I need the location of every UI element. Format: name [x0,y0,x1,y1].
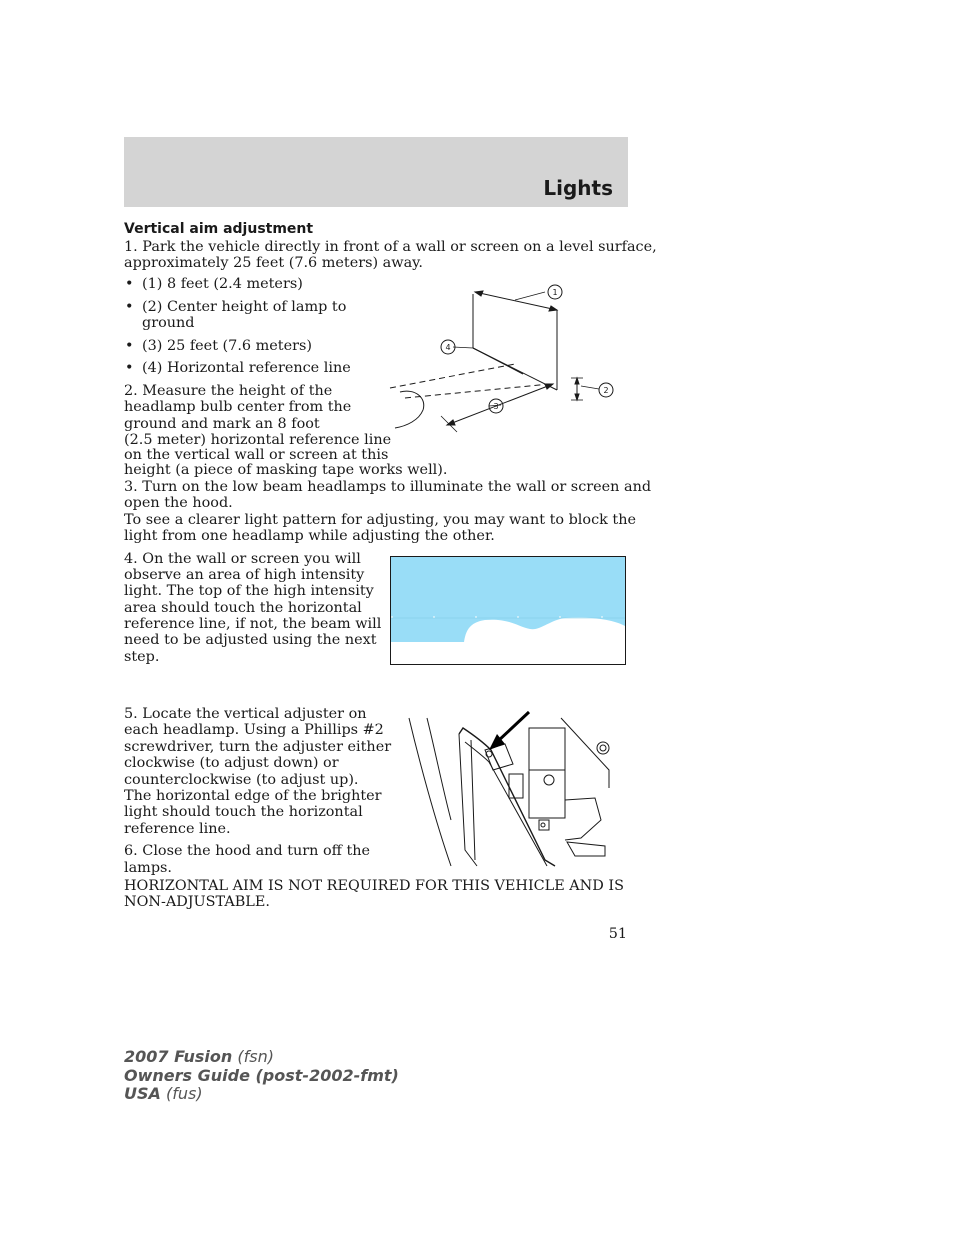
bolt-center [600,745,606,751]
bolt-icon [597,742,609,754]
lens-line [471,740,475,860]
pointer-arrow-shaft [497,712,529,742]
reference-line [473,348,523,374]
footer-model-code: (fsn) [237,1047,274,1066]
step-5-line: The horizontal edge of the brighter [124,788,382,804]
callout-label-2: 2 [603,386,609,395]
leader-line [515,292,545,300]
footer-line-model [124,1048,399,1067]
bullet-continuation: ground [142,315,195,331]
bracket [565,798,601,840]
aiming-distance-diagram [385,280,625,440]
footer-line-guide [124,1067,399,1086]
light-ray-dashed [390,364,515,388]
headlamp-adjuster-illustration [405,710,611,870]
step-4-line: 4. On the wall or screen you will [124,551,361,567]
arrowhead [475,291,483,296]
beam-pattern-illustration [390,556,626,665]
fender-curve [409,718,451,866]
bullet-text: (2) Center height of lamp to [142,299,347,315]
radiator-support [529,728,565,818]
step-6-line: 6. Close the hood and turn off the [124,843,371,859]
step-5-line: reference line. [124,821,231,837]
subsection-heading: Vertical aim adjustment [124,221,314,237]
dimension-8ft-line [475,292,557,310]
footer-line-region [124,1085,399,1104]
bullet-dot: • [125,276,134,292]
step-4-line: observe an area of high intensity [124,567,365,583]
bullet-dot: • [125,338,134,354]
bullet-dot: • [125,299,134,315]
step-2-line: height (a piece of masking tape works well). [124,462,448,478]
step-4-line: reference line, if not, the beam will [124,616,382,632]
section-title: Lights [543,176,613,200]
callout-label-3: 3 [493,402,499,411]
headlamp-inner-edge [465,742,547,866]
leader-line [581,386,599,389]
step-5-line: clockwise (to adjust down) or [124,755,339,771]
arrowhead [447,420,455,425]
footer-region-code: (fus) [166,1084,203,1103]
latch-bracket [567,842,605,856]
step-2-line: 2. Measure the height of the [124,383,333,399]
step-1-line-1: 1. Park the vehicle directly in front of a wall or screen on a level surface, [124,239,657,255]
page-number: 51 [608,926,627,942]
connector [509,774,523,798]
step-2-line: on the vertical wall or screen at this [124,447,389,463]
footer-model: 2007 Fusion [124,1047,233,1066]
bullet-text: (4) Horizontal reference line [142,360,351,376]
step-4-line: step. [124,649,160,665]
horizontal-aim-note: NON-ADJUSTABLE. [124,894,270,910]
step-5-line: counterclockwise (to adjust up). [124,772,359,788]
tip-line: light from one headlamp while adjusting the other. [124,528,495,544]
step-6-line: lamps. [124,860,172,876]
bullet-dot: • [125,360,134,376]
bullet-text: (3) 25 feet (7.6 meters) [142,338,312,354]
clip-hole [541,823,545,827]
horizontal-aim-note: HORIZONTAL AIM IS NOT REQUIRED FOR THIS VEHICLE AND IS [124,878,624,894]
footer-region: USA [124,1084,161,1103]
step-1-line-2: approximately 25 feet (7.6 meters) away. [124,255,423,271]
step-2-line: ground and mark an 8 foot [124,416,320,432]
leader-line [453,347,473,348]
light-ray-dashed [405,384,550,398]
callout-label-1: 1 [552,288,558,297]
arrowhead [575,394,579,400]
step-3-line: open the hood. [124,495,233,511]
step-5-line: light should touch the horizontal [124,804,363,820]
mount-bolt [544,775,554,785]
step-2-line: (2.5 meter) horizontal reference line [124,432,392,448]
step-5-line: each headlamp. Using a Phillips #2 [124,722,384,738]
document-footer [124,1048,399,1104]
arrowhead [549,306,557,311]
tip-line: To see a clearer light pattern for adjusting, you may want to block the [124,512,636,528]
body-panel [561,718,609,788]
step-5-line: screwdriver, turn the adjuster either [124,739,392,755]
bullet-text: (1) 8 feet (2.4 meters) [142,276,303,292]
step-3-line: 3. Turn on the low beam headlamps to illuminate the wall or screen and [124,479,652,495]
fender-curve [427,718,451,820]
step-4-line: need to be adjusted using the next [124,632,377,648]
footer-guide: Owners Guide (post-2002-fmt) [124,1065,399,1085]
step-2-line: headlamp bulb center from the [124,399,352,415]
arrowhead [545,384,553,389]
callout-label-4: 4 [445,343,451,352]
dimension-25ft-line [447,384,553,425]
step-4-line: light. The top of the high intensity [124,583,374,599]
step-5-line: 5. Locate the vertical adjuster on [124,706,367,722]
arrowhead [575,378,579,384]
step-4-line: area should touch the horizontal [124,600,362,616]
